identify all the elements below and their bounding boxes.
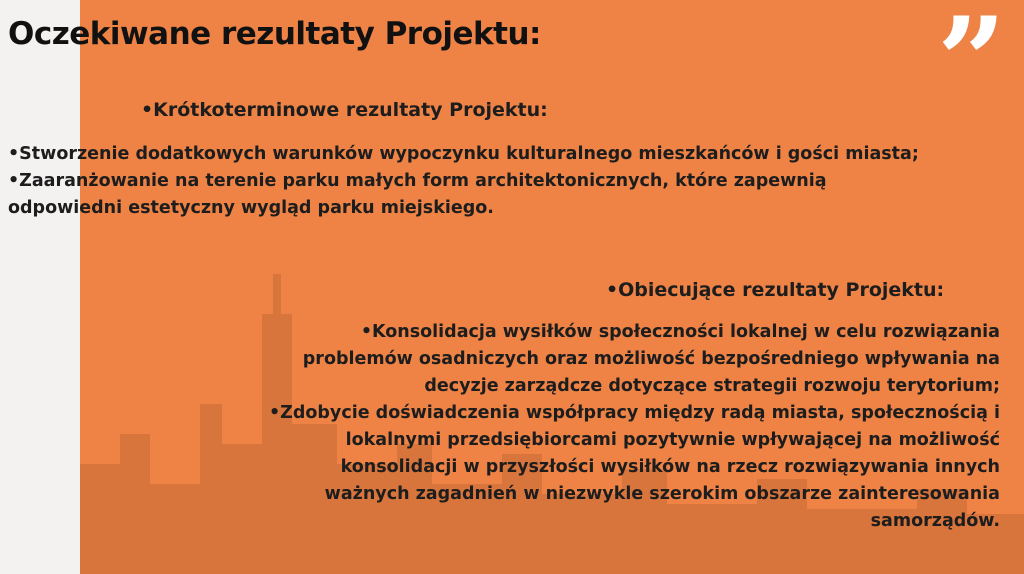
list-item: konsolidacji w przyszłości wysiłków na rzecz rozwiązywania innych (340, 457, 1000, 477)
promising-results-heading: •Obiecujące rezultaty Projektu: (606, 279, 945, 301)
list-item: problemów osadniczych oraz możliwość bezpośredniego wpływania na (302, 349, 1000, 369)
list-item: samorządów. (870, 511, 1000, 531)
list-item: •Zdobycie doświadczenia współpracy między radą miasta, społecznością i (268, 403, 1000, 423)
short-term-results-heading: •Krótkoterminowe rezultaty Projektu: (141, 99, 548, 121)
list-item: •Stworzenie dodatkowych warunków wypoczynku kulturalnego mieszkańców i gości miasta; (8, 144, 919, 164)
list-item: ważnych zagadnień w niezwykle szerokim obszarze zainteresowania (324, 484, 1000, 504)
promising-results-list (269, 319, 1000, 535)
slide-title: Oczekiwane rezultaty Projektu: (8, 16, 541, 52)
list-item: decyzje zarządcze dotyczące strategii rozwoju terytorium; (424, 376, 1000, 396)
list-item: lokalnymi przedsiębiorcami pozytywnie wpływającej na możliwość (345, 430, 1000, 450)
list-item: •Zaaranżowanie na terenie parku małych form architektonicznych, które zapewnią (8, 171, 827, 191)
left-white-strip (0, 0, 80, 574)
list-item: •Konsolidacja wysiłków społeczności lokalnej w celu rozwiązania (360, 322, 1000, 342)
short-term-results-list (8, 141, 919, 222)
quote-icon: ” (936, 0, 998, 132)
list-item: odpowiedni estetyczny wygląd parku miejskiego. (8, 198, 494, 218)
